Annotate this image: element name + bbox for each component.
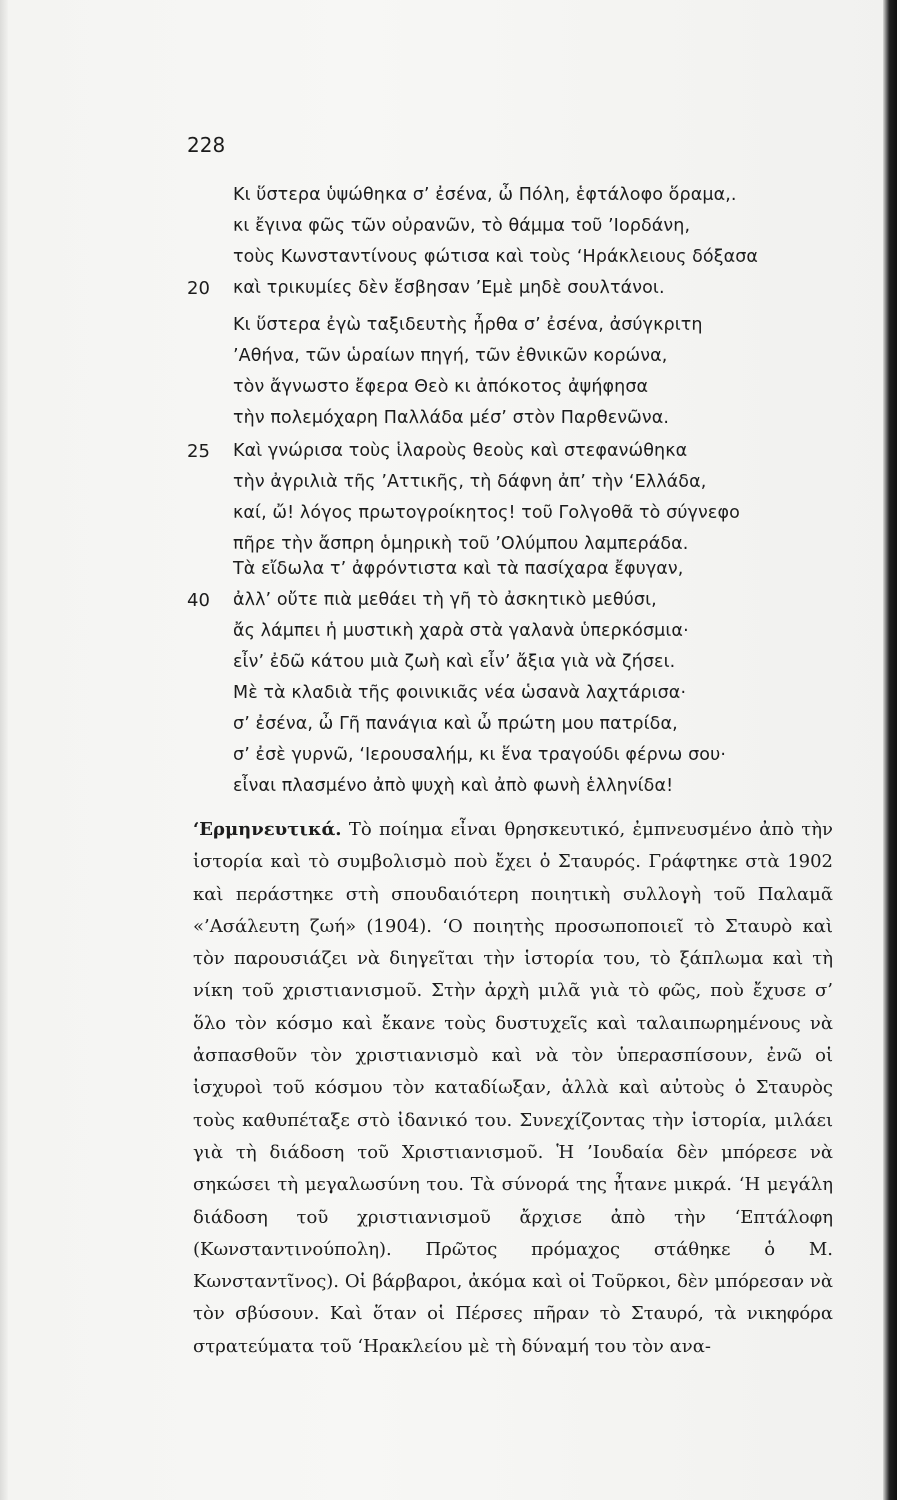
commentary-paragraph — [193, 814, 833, 1363]
line-text: εἶναι πλασμένο ἀπὸ ψυχὴ καὶ ἀπὸ φωνὴ ἑλληνίδα! — [233, 776, 674, 796]
poem-line — [233, 709, 726, 740]
stanza-4 — [187, 554, 689, 678]
poem-line — [233, 647, 689, 678]
line-text: κι ἔγινα φῶς τῶν οὐρανῶν, τὸ θάμμα τοῦ ’Ιορδάνη, — [233, 216, 691, 236]
poem-line — [233, 310, 703, 341]
line-number: 25 — [187, 441, 211, 462]
line-text: Μὲ τὰ κλαδιὰ τῆς φοινικιᾶς νέα ὡσανὰ λαχτάρισα· — [233, 683, 687, 703]
line-text: τὴν πολεμόχαρη Παλλάδα μέσ’ στὸν Παρθενῶνα. — [233, 408, 670, 428]
poem-line — [233, 341, 703, 372]
line-text: τὸν ἄγνωστο ἔφερα Θεὸ κι ἀπόκοτος ἀψήφησα — [233, 377, 649, 397]
poem-line — [187, 436, 740, 467]
line-text: τὴν ἀγριλιὰ τῆς ’Αττικῆς, τὴ δάφνη ἀπ’ τὴν ‘Ελλάδα, — [233, 472, 707, 492]
line-text: Καὶ γνώρισα τοὺς ἱλαροὺς θεοὺς καὶ στεφανώθηκα — [233, 441, 688, 461]
stanza-1 — [187, 180, 759, 304]
poem-line — [233, 242, 758, 273]
poem-line — [233, 616, 689, 647]
poem-line — [187, 585, 689, 616]
poem-line — [233, 180, 758, 211]
line-text: τοὺς Κωνσταντίνους φώτισα καὶ τοὺς ‘Ηράκλειους δόξασα — [233, 247, 759, 267]
line-text: ’Αθήνα, τῶν ὡραίων πηγή, τῶν ἐθνικῶν κορώνα, — [233, 346, 668, 366]
line-text: Κι ὕστερα ὑψώθηκα σ’ ἐσένα, ὦ Πόλη, ἑφτάλοφο ὅραμα,. — [233, 185, 737, 205]
line-number: 40 — [187, 590, 211, 611]
line-text: εἶν’ ἐδῶ κάτου μιὰ ζωὴ καὶ εἶν’ ἄξια γιὰ νὰ ζήσει. — [233, 652, 676, 672]
commentary-label: ‘Ερμηνευτικά. — [193, 819, 342, 840]
poem-line — [233, 771, 726, 802]
line-text: σ’ ἐσένα, ὦ Γῆ πανάγια καὶ ὦ πρώτη μου πατρίδα, — [233, 714, 678, 734]
stanza-2 — [233, 310, 703, 434]
line-text: πῆρε τὴν ἄσπρη ὁμηρικὴ τοῦ ’Ολύμπου λαμπεράδα. — [233, 534, 689, 554]
line-text: ἄς λάμπει ἡ μυστικὴ χαρὰ στὰ γαλανὰ ὑπερκόσμια· — [233, 621, 689, 641]
line-text: καί, ὤ! λόγος πρωτογροίκητος! τοῦ Γολγοθᾶ τὸ σύγνεφο — [233, 503, 740, 523]
line-number: 20 — [187, 278, 211, 299]
page-left-edge — [0, 0, 8, 1500]
line-text: ἀλλ’ οὔτε πιὰ μεθάει τὴ γῆ τὸ ἀσκητικὸ μεθύσι, — [233, 590, 657, 610]
poem-line — [233, 498, 740, 529]
stanza-5 — [233, 678, 726, 802]
line-text: Τὰ εἴδωλα τ’ ἀφρόντιστα καὶ τὰ πασίχαρα ἔφυγαν, — [233, 559, 684, 579]
line-text: Κι ὕστερα ἐγὼ ταξιδευτὴς ἦρθα σ’ ἐσένα, ἀσύγκριτη — [233, 315, 703, 335]
line-text: σ’ ἐσὲ γυρνῶ, ‘Ιερουσαλήμ, κι ἕνα τραγούδι φέρνω σου· — [233, 745, 726, 765]
poem-line — [233, 403, 703, 434]
poem-line — [233, 211, 758, 242]
poem-line — [233, 678, 726, 709]
poem-line — [233, 467, 740, 498]
line-text: καὶ τρικυμίες δὲν ἔσβησαν ’Εμὲ μηδὲ σουλτάνοι. — [233, 278, 665, 298]
page-binding-edge — [883, 0, 897, 1500]
poem-line — [233, 372, 703, 403]
stanza-3 — [187, 436, 740, 560]
poem-line — [233, 740, 726, 771]
poem-line — [187, 273, 758, 304]
page-number: 228 — [187, 133, 226, 157]
poem-line — [233, 554, 689, 585]
commentary-text: Τὸ ποίημα εἶναι θρησκευτικό, ἐμπνευσμένο ἀπὸ τὴν ἱστορία καὶ τὸ συμβολισμὸ ποὺ ἔχει ὁ Σταυρός. Γράφτηκε στὰ 1902 καὶ περάστηκε στὴ σπουδαιότερη ποιητικὴ συλλογὴ τοῦ Παλαμᾶ «’Ασάλευτη ζωή» (1904). ‘Ο ποιητὴς προσωποποιεῖ τὸ Σταυρὸ καὶ τὸν παρουσιάζει νὰ διηγεῖται τὴν ἱστορία του, τὸ ξάπλωμα καὶ τὴ νίκη τοῦ χριστιανισμοῦ. Στὴν ἀρχὴ μιλᾶ γιὰ τὸ φῶς, ποὺ ἔχυσε σ’ ὅλο τὸν κόσμο καὶ ἔκανε τοὺς δυστυχεῖς καὶ ταλαιπωρημένους νὰ ἀσπασθοῦν τὸν χριστιανισμὸ καὶ νὰ τὸν ὑπερασπίσουν, ἐνῶ οἱ ἰσχυροὶ τοῦ κόσμου τὸν καταδίωξαν, ἀλλὰ καὶ αὐτοὺς ὁ Σταυρὸς τοὺς καθυπέταξε στὸ ἰδανικό του. Συνεχίζοντας τὴν ἱστορία, μιλάει γιὰ τὴ διάδοση τοῦ Χριστιανισμοῦ. Ἡ ’Ιουδαία δὲν μπόρεσε νὰ σηκώσει τὴ μεγαλωσύνη του. Τὰ σύνορά της ἦτανε μικρά. ‘Η μεγάλη διάδοση τοῦ χριστιανισμοῦ ἄρχισε ἀπὸ τὴν ‘Επτάλοφη (Κωνσταντινούπολη). Πρῶτος πρόμαχος στάθηκε ὁ Μ. Κωνσταντῖνος). Οἱ βάρβαροι, ἀκόμα καὶ οἱ Τοῦρκοι, δὲν μπόρεσαν νὰ τὸν σβύσουν. Καὶ ὅταν οἱ Πέρσες πῆραν τὸ Σταυρό, τὰ νικηφόρα στρατεύματα τοῦ ‘Ηρακλείου μὲ τὴ δύναμή του τὸν ανα- — [193, 819, 833, 1357]
